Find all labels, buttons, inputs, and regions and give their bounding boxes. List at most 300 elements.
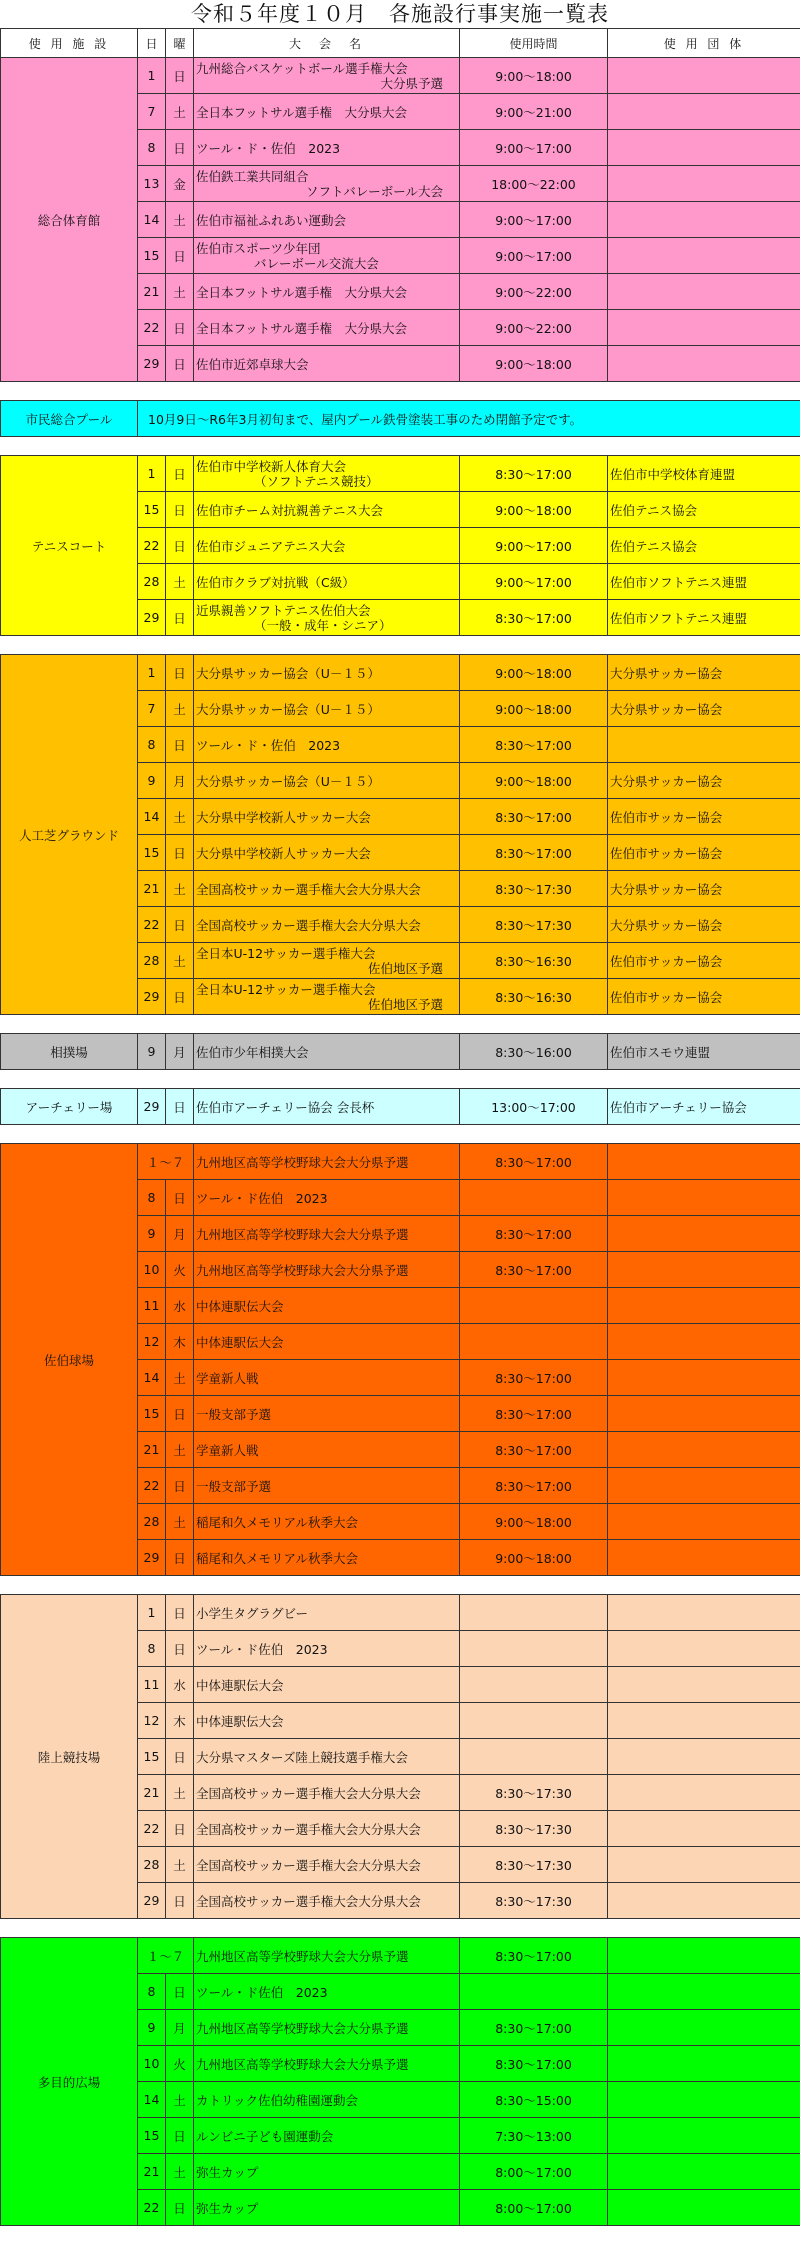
time-cell [460,1974,608,2010]
time-cell: 7:30～13:00 [460,2118,608,2154]
org-cell [608,1631,800,1667]
day-cell: 11 [138,1667,166,1703]
event-cell [194,2046,460,2082]
schedule-body [1,58,800,2226]
section-gap [1,1015,800,1034]
time-cell: 9:00～17:00 [460,564,608,600]
notice-row [1,401,800,437]
day-cell: 22 [138,2190,166,2226]
event-name: ツール・ド佐伯 2023 [196,1641,328,1657]
event-name: 全国高校サッカー選手権大会大分県大会 [196,1821,421,1837]
day-cell: 9 [138,1034,166,1070]
facility-cell: 市民総合プール [1,401,138,437]
event-name: 小学生タグラグビー [196,1605,309,1621]
day-cell: 28 [138,564,166,600]
org-cell: 大分県サッカー協会 [608,871,800,907]
event-name: 弥生カップ [196,2164,259,2180]
weekday-cell: 土 [166,1847,194,1883]
weekday-cell: 日 [166,1631,194,1667]
org-cell [608,166,800,202]
event-name: 中体連駅伝大会 [196,1298,284,1314]
day-cell: 21 [138,274,166,310]
event-cell [194,799,460,835]
event-name: 九州総合バスケットボール選手権大会 [196,60,408,76]
event-cell [194,1288,460,1324]
facility-cell: 佐伯球場 [1,1144,138,1576]
event-cell [194,2118,460,2154]
event-cell [194,943,460,979]
weekday-cell: 日 [166,1540,194,1576]
org-cell [608,1667,800,1703]
org-cell [608,1938,800,1974]
weekday-cell: 日 [166,907,194,943]
event-cell [194,274,460,310]
day-cell: 7 [138,94,166,130]
time-cell [460,1703,608,1739]
gap-cell [1,1070,800,1089]
day-cell: 7 [138,691,166,727]
event-cell [194,1089,460,1125]
day-cell: 28 [138,1504,166,1540]
event-cell [194,763,460,799]
event-name: 中体連駅伝大会 [196,1334,284,1350]
event-cell [194,1540,460,1576]
event-name: 大分県サッカー協会（U－１５） [196,773,380,789]
time-cell: 8:30～16:30 [460,979,608,1015]
weekday-cell: 月 [166,2010,194,2046]
org-cell: 大分県サッカー協会 [608,655,800,691]
weekday-cell: 金 [166,166,194,202]
day-cell: 29 [138,979,166,1015]
event-name: カトリック佐伯幼稚園運動会 [196,2092,359,2108]
day-cell: 22 [138,1811,166,1847]
org-cell [608,2046,800,2082]
section-gap [1,1070,800,1089]
event-name: 九州地区高等学校野球大会大分県予選 [196,1226,409,1242]
table-row [1,456,800,492]
event-name: 佐伯市クラブ対抗戦（C級） [196,574,355,590]
event-cell [194,1703,460,1739]
org-cell [608,1811,800,1847]
org-cell: 佐伯市サッカー協会 [608,799,800,835]
gap-cell [1,1919,800,1938]
org-cell [608,1180,800,1216]
table-row [1,58,800,94]
event-name: 九州地区高等学校野球大会大分県予選 [196,1154,409,1170]
time-cell: 8:30～17:00 [460,1252,608,1288]
event-cell [194,310,460,346]
table-row [1,655,800,691]
time-cell: 13:00～17:00 [460,1089,608,1125]
day-cell: 21 [138,1775,166,1811]
event-cell [194,1974,460,2010]
org-cell: 大分県サッカー協会 [608,907,800,943]
time-cell: 8:30～17:00 [460,1396,608,1432]
day-cell: 21 [138,1432,166,1468]
weekday-cell: 土 [166,94,194,130]
event-name: 全国高校サッカー選手権大会大分県大会 [196,1893,421,1909]
table-row [1,1034,800,1070]
org-cell [608,2010,800,2046]
time-cell: 8:00～17:00 [460,2154,608,2190]
event-name: 大分県中学校新人サッカー大会 [196,809,371,825]
time-cell: 18:00～22:00 [460,166,608,202]
event-name: 大分県サッカー協会（U－１５） [196,701,380,717]
weekday-cell: 土 [166,202,194,238]
event-cell [194,94,460,130]
event-name: ツール・ド・佐伯 2023 [196,140,341,156]
org-cell [608,1595,800,1631]
org-cell: 佐伯市スモウ連盟 [608,1034,800,1070]
day-cell: 21 [138,871,166,907]
header-event: 大 会 名 [194,29,460,58]
section-gap [1,437,800,456]
org-cell [608,1216,800,1252]
weekday-cell: 日 [166,456,194,492]
day-cell: 15 [138,492,166,528]
event-cell [194,1938,460,1974]
day-cell: 1 [138,58,166,94]
weekday-cell: 日 [166,1468,194,1504]
event-name-line2: （ソフトテニス競技） [254,473,379,489]
weekday-cell: 日 [166,346,194,382]
event-cell [194,2082,460,2118]
section-gap [1,636,800,655]
weekday-cell: 木 [166,1324,194,1360]
event-name: 一般支部予選 [196,1406,272,1422]
time-cell: 9:00～18:00 [460,763,608,799]
day-cell: 28 [138,1847,166,1883]
weekday-cell: 日 [166,1180,194,1216]
event-cell [194,1667,460,1703]
day-cell: 10 [138,2046,166,2082]
time-cell: 8:30～16:30 [460,943,608,979]
event-name: ツール・ド・佐伯 2023 [196,737,341,753]
weekday-cell: 日 [166,130,194,166]
org-cell [608,202,800,238]
event-cell [194,528,460,564]
event-name: 佐伯市近郊卓球大会 [196,356,309,372]
time-cell: 8:30～17:00 [460,1468,608,1504]
event-cell [194,1432,460,1468]
org-cell [608,1144,800,1180]
event-name: 九州地区高等学校野球大会大分県予選 [196,2020,409,2036]
event-cell [194,202,460,238]
event-name: 九州地区高等学校野球大会大分県予選 [196,1262,409,1278]
time-cell: 8:30～17:00 [460,1432,608,1468]
time-cell: 9:00～18:00 [460,58,608,94]
day-cell: 12 [138,1324,166,1360]
org-cell [608,1432,800,1468]
time-cell: 9:00～18:00 [460,691,608,727]
org-cell [608,1847,800,1883]
org-cell [608,1504,800,1540]
event-name-line2: 佐伯地区予選 [367,996,443,1012]
time-cell: 8:30～17:00 [460,2010,608,2046]
weekday-cell: 土 [166,2082,194,2118]
event-cell [194,1631,460,1667]
day-cell: 29 [138,1883,166,1919]
event-name-line2: ソフトバレーボール大会 [305,183,443,199]
day-cell: 29 [138,600,166,636]
event-cell [194,1468,460,1504]
header-day: 日 [138,29,166,58]
event-name: ルンビニ子ども園運動会 [196,2128,334,2144]
day-cell: 15 [138,238,166,274]
weekday-cell: 日 [166,1396,194,1432]
facility-cell: テニスコート [1,456,138,636]
day-cell: 13 [138,166,166,202]
time-cell: 8:00～17:00 [460,2190,608,2226]
table-row [1,1144,800,1180]
event-cell [194,1180,460,1216]
time-cell: 9:00～17:00 [460,202,608,238]
time-cell: 8:30～17:30 [460,907,608,943]
org-cell [608,1396,800,1432]
event-cell [194,492,460,528]
weekday-cell: 日 [166,655,194,691]
time-cell: 8:30～17:30 [460,1775,608,1811]
org-cell: 佐伯テニス協会 [608,528,800,564]
day-cell: 8 [138,1180,166,1216]
weekday-cell: 土 [166,1360,194,1396]
event-name: 大分県サッカー協会（U－１５） [196,665,380,681]
day-cell: 22 [138,907,166,943]
day-cell: 15 [138,1739,166,1775]
org-cell [608,2190,800,2226]
event-cell [194,1595,460,1631]
event-cell [194,1504,460,1540]
event-name: 全国高校サッカー選手権大会大分県大会 [196,881,421,897]
event-name-line2: （一般・成年・シニア） [254,617,392,633]
org-cell: 大分県サッカー協会 [608,763,800,799]
weekday-cell: 日 [166,2118,194,2154]
event-name: 近県親善ソフトテニス佐伯大会 [196,602,371,618]
org-cell [608,1360,800,1396]
event-cell [194,2010,460,2046]
day-cell: 9 [138,2010,166,2046]
weekday-cell: 土 [166,1504,194,1540]
time-cell: 9:00～17:00 [460,238,608,274]
weekday-cell: 日 [166,1883,194,1919]
weekday-cell: 日 [166,1974,194,2010]
event-cell [194,2154,460,2190]
weekday-cell: 日 [166,1811,194,1847]
weekday-cell: 土 [166,943,194,979]
day-cell: 12 [138,1703,166,1739]
weekday-cell: 土 [166,691,194,727]
org-cell: 佐伯市中学校体育連盟 [608,456,800,492]
schedule-table [0,28,800,2226]
time-cell: 8:30～15:00 [460,2082,608,2118]
org-cell: 佐伯市アーチェリー協会 [608,1089,800,1125]
time-cell: 8:30～16:00 [460,1034,608,1070]
event-cell [194,130,460,166]
time-cell [460,1739,608,1775]
weekday-cell: 水 [166,1667,194,1703]
facility-cell: 相撲場 [1,1034,138,1070]
weekday-cell: 日 [166,727,194,763]
org-cell: 佐伯市サッカー協会 [608,943,800,979]
event-name-line2: 大分県予選 [380,75,443,91]
event-cell [194,346,460,382]
org-cell: 佐伯市ソフトテニス連盟 [608,564,800,600]
weekday-cell: 土 [166,564,194,600]
day-cell: 29 [138,346,166,382]
org-cell [608,274,800,310]
notice-cell: 10月9日～R6年3月初旬まで、屋内プール鉄骨塗装工事のため閉館予定です。 [138,401,800,437]
day-cell: 29 [138,1089,166,1125]
time-cell [460,1324,608,1360]
event-name: 大分県マスターズ陸上競技選手権大会 [196,1749,408,1765]
weekday-cell: 日 [166,238,194,274]
day-cell: 14 [138,1360,166,1396]
org-cell [608,1288,800,1324]
org-cell [608,2154,800,2190]
time-cell: 9:00～22:00 [460,274,608,310]
day-cell: 8 [138,130,166,166]
day-range-cell: １～７ [138,1144,194,1180]
section-gap [1,1919,800,1938]
time-cell: 9:00～22:00 [460,310,608,346]
event-cell [194,1360,460,1396]
event-name: 大分県中学校新人サッカー大会 [196,845,371,861]
event-cell [194,835,460,871]
org-cell [608,1739,800,1775]
section-gap [1,1576,800,1595]
event-cell [194,1811,460,1847]
weekday-cell: 土 [166,1775,194,1811]
time-cell: 8:30～17:00 [460,1216,608,1252]
header-row [1,29,800,58]
time-cell: 8:30～17:30 [460,1883,608,1919]
event-name: 全国高校サッカー選手権大会大分県大会 [196,1857,421,1873]
time-cell: 9:00～21:00 [460,94,608,130]
weekday-cell: 土 [166,871,194,907]
event-cell [194,979,460,1015]
weekday-cell: 日 [166,1739,194,1775]
org-cell [608,727,800,763]
org-cell [608,1974,800,2010]
day-cell: 1 [138,1595,166,1631]
day-cell: 22 [138,310,166,346]
event-name-line2: 佐伯地区予選 [367,960,443,976]
header-org: 使 用 団 体 [608,29,800,58]
event-name: 全国高校サッカー選手権大会大分県大会 [196,917,421,933]
event-cell [194,1216,460,1252]
event-name: 佐伯市中学校新人体育大会 [196,458,347,474]
weekday-cell: 日 [166,979,194,1015]
org-cell [608,58,800,94]
event-name: 全日本フットサル選手権 大分県大会 [196,320,408,336]
time-cell: 8:30～17:00 [460,600,608,636]
weekday-cell: 月 [166,1216,194,1252]
event-name: 九州地区高等学校野球大会大分県予選 [196,2056,409,2072]
event-cell [194,58,460,94]
event-name: 佐伯市スポーツ少年団 [196,240,321,256]
org-cell: 佐伯市サッカー協会 [608,835,800,871]
weekday-cell: 土 [166,799,194,835]
gap-cell [1,437,800,456]
org-cell: 佐伯市ソフトテニス連盟 [608,600,800,636]
time-cell: 8:30～17:30 [460,1847,608,1883]
weekday-cell: 土 [166,1432,194,1468]
day-cell: 15 [138,835,166,871]
time-cell: 8:30～17:00 [460,1360,608,1396]
table-row [1,1938,800,1974]
event-name: 弥生カップ [196,2200,259,2216]
time-cell: 9:00～18:00 [460,1540,608,1576]
time-cell: 8:30～17:30 [460,1811,608,1847]
org-cell [608,1883,800,1919]
facility-cell: 人工芝グラウンド [1,655,138,1015]
time-cell: 8:30～17:00 [460,2046,608,2082]
day-cell: 29 [138,1540,166,1576]
event-cell [194,2190,460,2226]
org-cell [608,310,800,346]
org-cell [608,1775,800,1811]
event-name: 佐伯市アーチェリー協会 会長杯 [196,1099,375,1115]
facility-cell: アーチェリー場 [1,1089,138,1125]
event-name: 佐伯市少年相撲大会 [196,1044,309,1060]
org-cell [608,1703,800,1739]
section-gap [1,382,800,401]
event-cell [194,655,460,691]
header-dow: 曜 [166,29,194,58]
event-name: 佐伯市福祉ふれあい運動会 [196,212,347,228]
day-cell: 28 [138,943,166,979]
weekday-cell: 月 [166,1034,194,1070]
event-cell [194,600,460,636]
event-cell [194,456,460,492]
org-cell [608,1324,800,1360]
day-cell: 8 [138,727,166,763]
time-cell [460,1667,608,1703]
event-name: 全日本フットサル選手権 大分県大会 [196,284,408,300]
weekday-cell: 火 [166,1252,194,1288]
event-cell [194,564,460,600]
time-cell: 9:00～18:00 [460,655,608,691]
event-cell [194,1847,460,1883]
day-cell: 15 [138,1396,166,1432]
gap-cell [1,1125,800,1144]
event-name: 全国高校サッカー選手権大会大分県大会 [196,1785,421,1801]
weekday-cell: 火 [166,2046,194,2082]
facility-cell: 多目的広場 [1,1938,138,2226]
section-gap [1,1125,800,1144]
day-cell: 15 [138,2118,166,2154]
table-row [1,1595,800,1631]
day-cell: 1 [138,456,166,492]
event-name: 一般支部予選 [196,1478,272,1494]
org-cell [608,130,800,166]
event-cell [194,1775,460,1811]
event-name: ツール・ド佐伯 2023 [196,1984,328,2000]
time-cell: 8:30～17:00 [460,835,608,871]
event-name: 全日本フットサル選手権 大分県大会 [196,104,408,120]
time-cell [460,1631,608,1667]
event-cell [194,871,460,907]
org-cell [608,1540,800,1576]
gap-cell [1,1576,800,1595]
gap-cell [1,636,800,655]
org-cell [608,1252,800,1288]
day-cell: 14 [138,2082,166,2118]
event-cell [194,1396,460,1432]
day-cell: 1 [138,655,166,691]
event-name: 中体連駅伝大会 [196,1677,284,1693]
weekday-cell: 月 [166,763,194,799]
